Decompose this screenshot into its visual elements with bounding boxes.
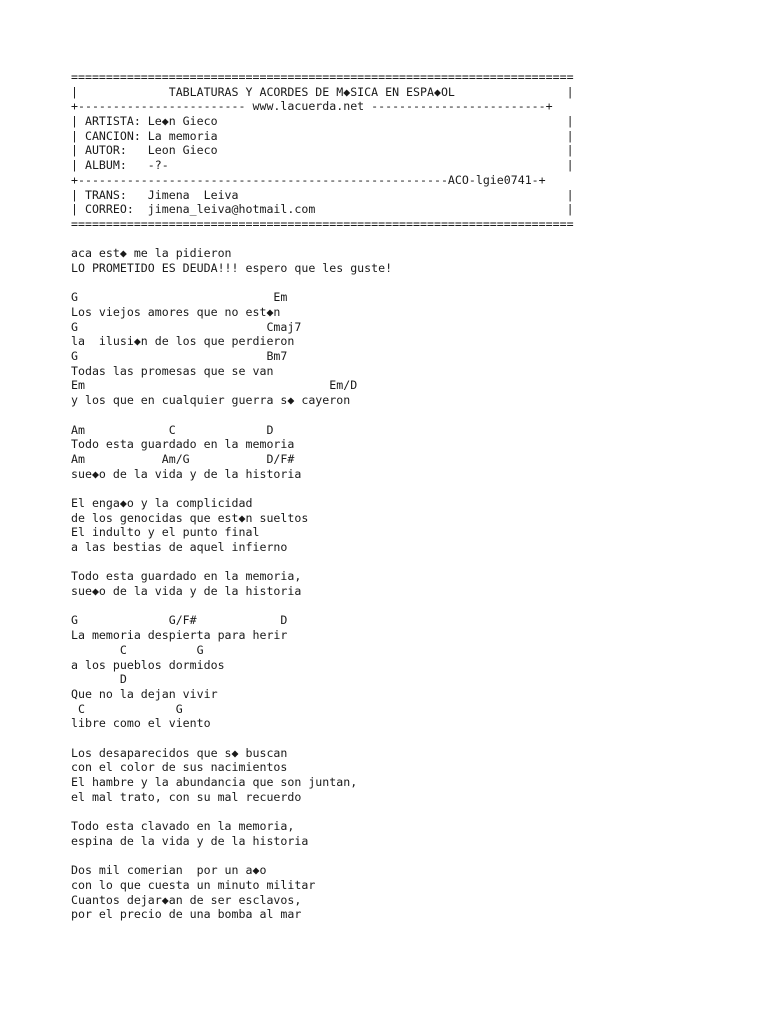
lyric-line: a las bestias de aquel infierno — [71, 540, 288, 554]
text-line: aca est◆ me la pidieron — [71, 246, 232, 261]
text-line — [71, 408, 751, 423]
header-album: | ALBUM: -?- | — [71, 158, 574, 173]
header-title: | TABLATURAS Y ACORDES DE M◆SICA EN ESPA◆OL | — [71, 84, 574, 99]
header-trans: | TRANS: Jimena Leiva | — [71, 187, 574, 202]
lyric-line: El indulto y el punto final — [71, 525, 260, 540]
header-autor: | AUTOR: Leon Gieco | — [71, 143, 574, 158]
chord-line: Am C D — [71, 422, 274, 437]
header-border-bottom: ======================================================================== — [71, 216, 574, 231]
lyric-line: Todo esta guardado en la memoria, — [71, 569, 302, 584]
text-line — [71, 555, 751, 570]
lyric-line: Todo esta guardado en la memoria — [71, 437, 295, 452]
lyric-line: Los viejos amores que no est◆n — [71, 305, 281, 319]
lyric-line: de los genocidas que est◆n sueltos — [71, 510, 309, 525]
chord-line: D — [71, 672, 127, 687]
chord-line: G G/F# D — [71, 613, 288, 628]
lyric-line: sue◆o de la vida y de la historia — [71, 584, 302, 599]
header-cancion: | CANCION: La memoria | — [71, 128, 574, 143]
header-correo: | CORREO: jimena_leiva@hotmail.com | — [71, 202, 574, 217]
document-text — [71, 70, 751, 922]
lyric-line: Que no la dejan vivir — [71, 686, 218, 701]
lyric-line: el mal trato, con su mal recuerdo — [71, 789, 302, 804]
lyric-line: Todas las promesas que se van — [71, 363, 274, 378]
lyric-line: a los pueblos dormidos — [71, 657, 225, 672]
lyric-line: con el color de sus nacimientos — [71, 760, 288, 775]
text-line: LO PROMETIDO ES DEUDA!!! espero que les guste! — [71, 260, 393, 275]
text-line — [71, 481, 751, 496]
lyric-line: y los que en cualquier guerra s◆ cayeron — [71, 393, 351, 408]
text-line — [71, 232, 751, 247]
lyric-line: espina de la vida y de la historia — [71, 833, 309, 848]
lyric-line: Cuantos dejar◆an de ser esclavos, — [71, 892, 302, 907]
chord-line: G Em — [71, 290, 288, 305]
lyric-line: la ilusi◆n de los que perdieron — [71, 334, 295, 349]
chord-line: G Bm7 — [71, 349, 288, 364]
chord-line: G Cmaj7 — [71, 319, 302, 334]
lyric-line: Los desaparecidos que s◆ buscan — [71, 745, 288, 760]
chord-line: Am Am/G D/F# — [71, 451, 295, 466]
lyric-line: La memoria despierta para herir — [71, 628, 288, 643]
chord-line: C G — [71, 642, 204, 657]
lyric-line: sue◆o de la vida y de la historia — [71, 466, 302, 481]
lyric-line: por el precio de una bomba al mar — [71, 907, 302, 922]
text-line — [71, 804, 751, 819]
text-line — [71, 731, 751, 746]
header-artista: | ARTISTA: Le◆n Gieco | — [71, 114, 574, 129]
header-code: +-----------------------------------------------------ACO-lgie0741-+ — [71, 172, 546, 187]
header-site: +------------------------ www.lacuerda.net -------------------------+ — [71, 99, 553, 114]
text-line — [71, 599, 751, 614]
chord-line: Em Em/D — [71, 378, 358, 393]
chord-line: C G — [71, 701, 183, 716]
lyric-line: con lo que cuesta un minuto militar — [71, 877, 316, 892]
text-line — [71, 276, 751, 291]
text-line — [71, 848, 751, 863]
lyric-line: El hambre y la abundancia que son juntan, — [71, 775, 358, 789]
lyric-line: Dos mil comerian por un a◆o — [71, 863, 267, 878]
header-border-top: ======================================================================== — [71, 70, 574, 84]
lyric-line: libre como el viento — [71, 716, 211, 731]
lyric-line: Todo esta clavado en la memoria, — [71, 819, 295, 834]
lyric-line: El enga◆o y la complicidad — [71, 495, 253, 510]
